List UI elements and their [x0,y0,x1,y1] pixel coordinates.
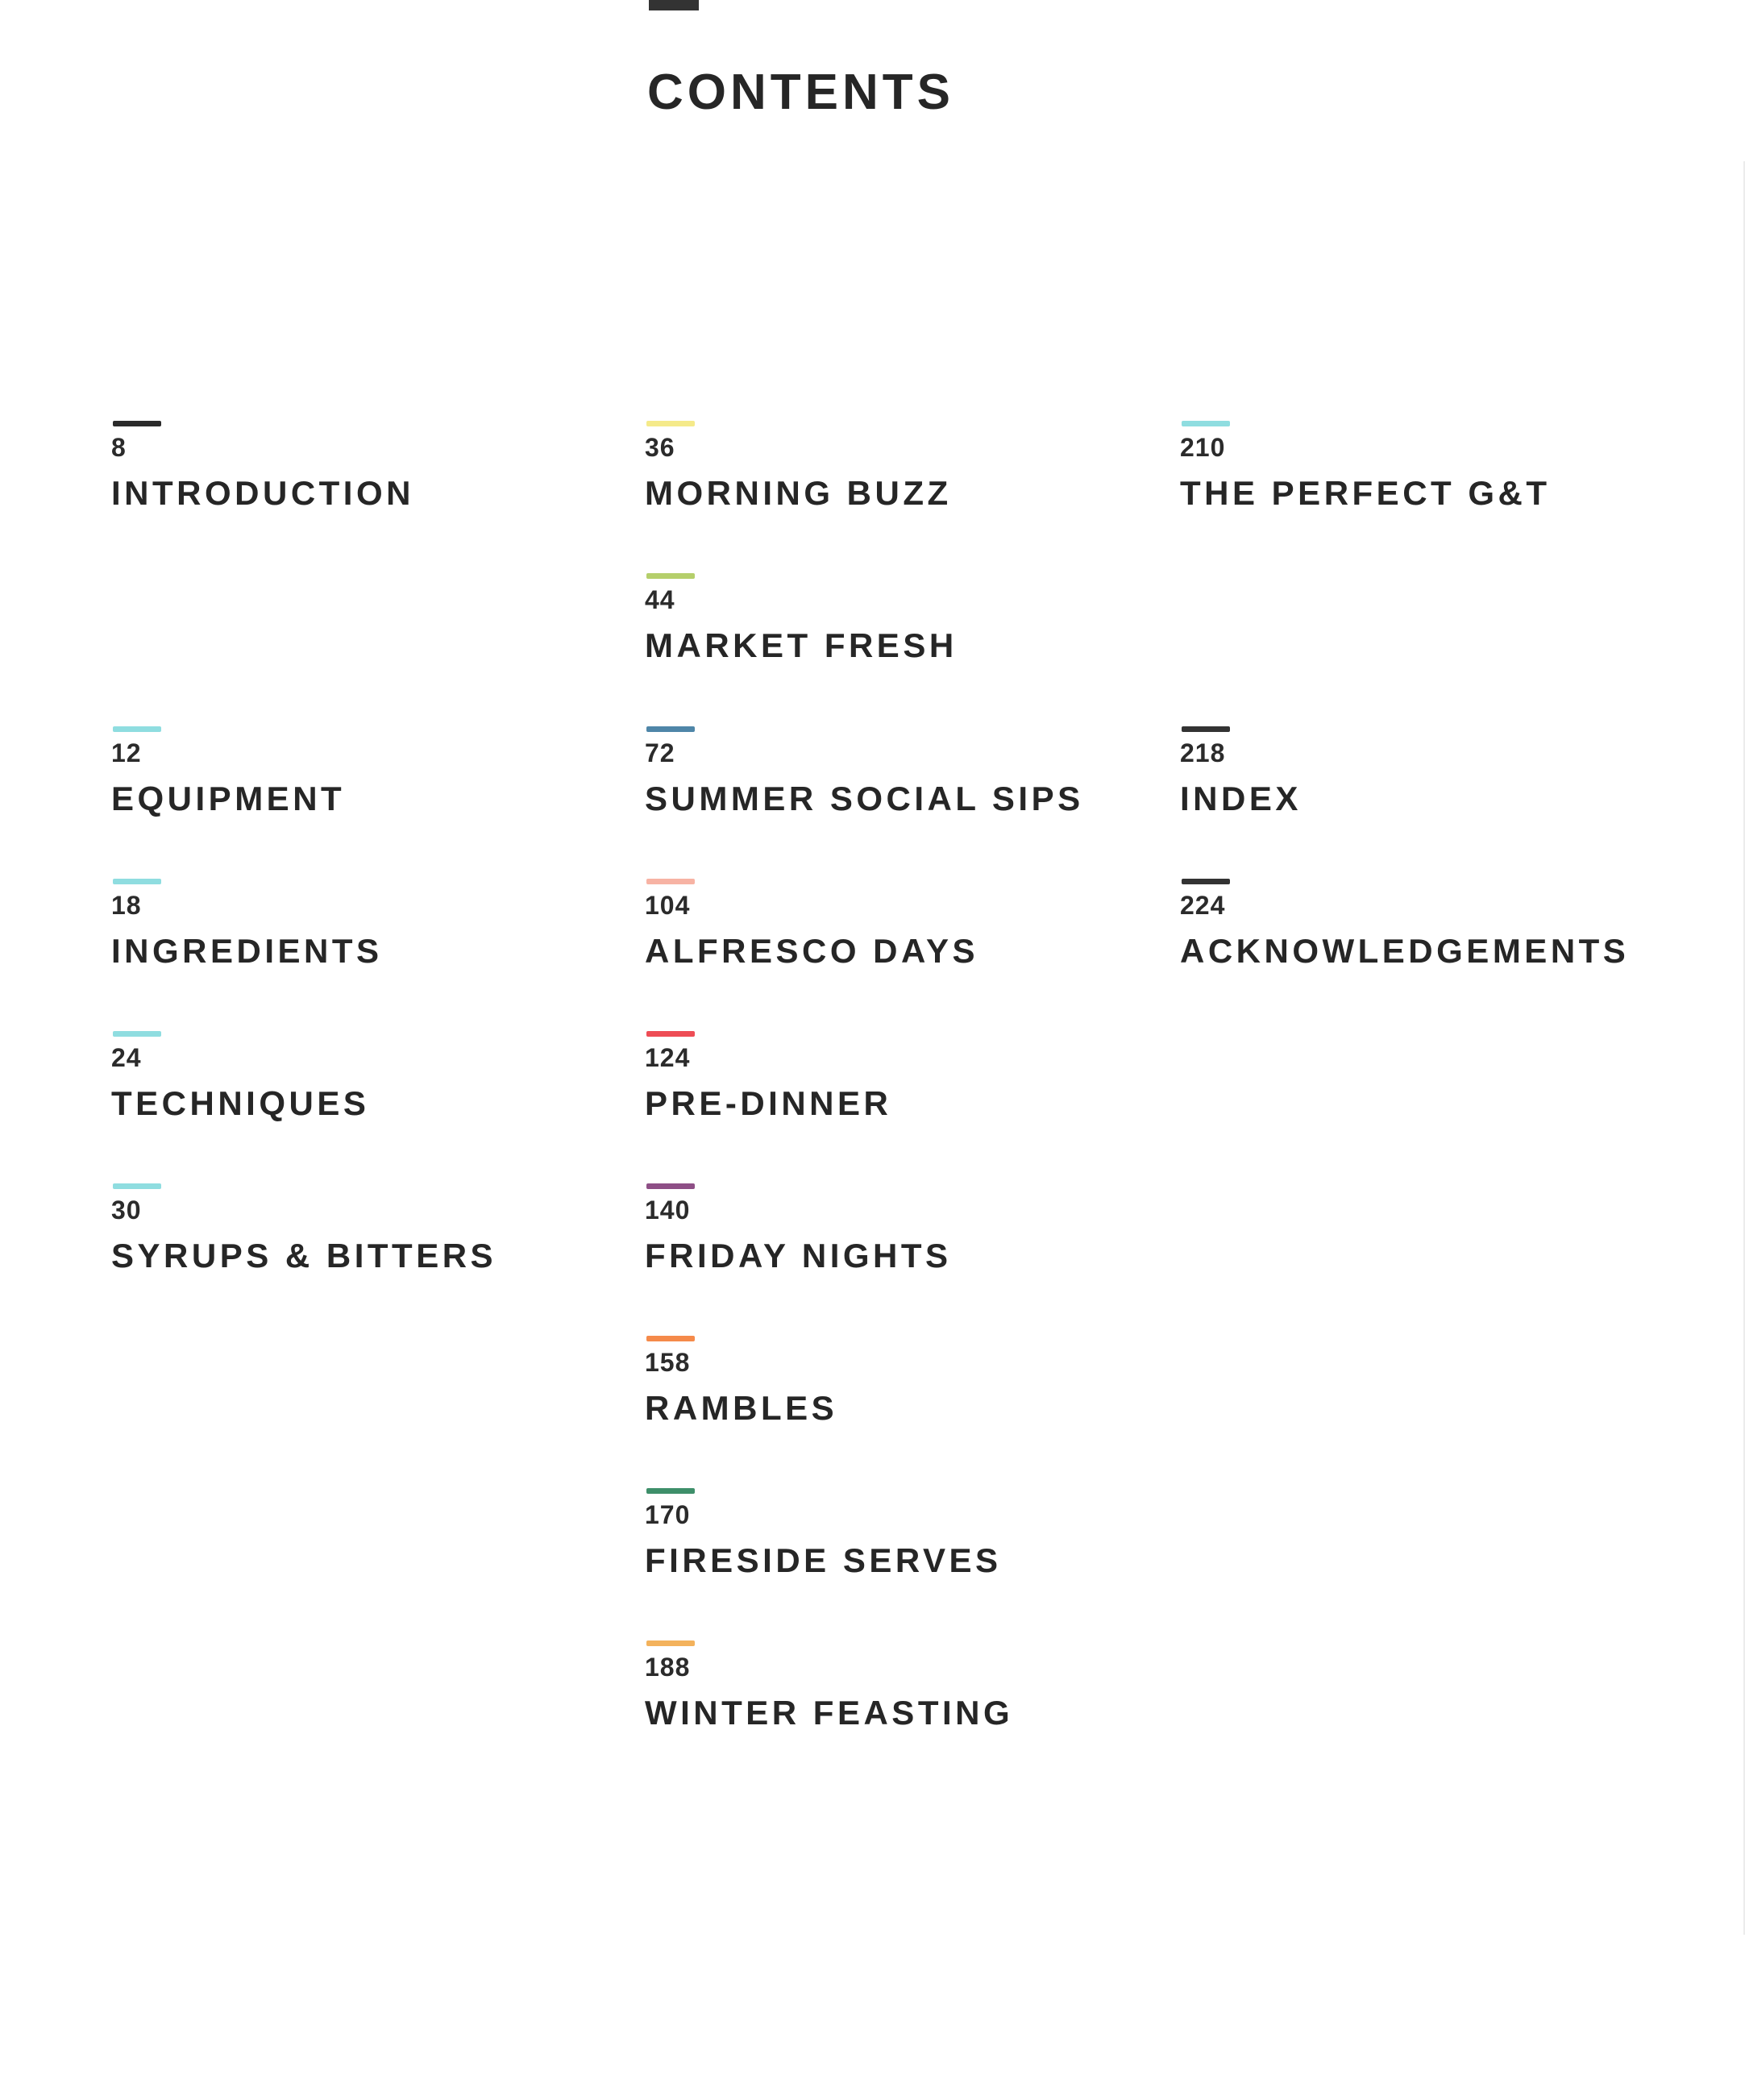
toc-entry-summer-social-sips[interactable] [645,726,1084,816]
page-number: 224 [1180,891,1226,920]
toc-entry-pre-dinner[interactable] [645,1031,891,1121]
toc-entry-morning-buzz[interactable] [645,421,952,510]
page-number: 72 [645,738,675,767]
section-color-bar [113,726,161,732]
section-title: INGREDIENTS [111,932,383,970]
page-title: CONTENTS [647,64,954,120]
section-title: EQUIPMENT [111,780,346,817]
section-color-bar [1182,421,1230,426]
toc-entry-friday-nights[interactable] [645,1183,952,1273]
page-number: 24 [111,1043,142,1072]
section-color-bar [646,879,695,884]
page-number: 36 [645,433,675,462]
section-title: PRE-DINNER [645,1084,892,1122]
section-color-bar [113,1183,161,1189]
header-mark [649,0,699,10]
section-title: RAMBLES [645,1389,838,1427]
page-number: 124 [645,1043,691,1072]
section-color-bar [1182,879,1230,884]
section-title: MARKET FRESH [645,626,958,664]
toc-entry-perfect-gt[interactable] [1180,421,1551,510]
section-title: SUMMER SOCIAL SIPS [645,780,1084,817]
section-color-bar [646,1640,695,1646]
toc-entry-introduction[interactable] [111,421,414,510]
section-color-bar [646,421,695,426]
section-color-bar [646,573,695,579]
page-number: 44 [645,585,675,614]
page-number: 18 [111,891,142,920]
section-color-bar [646,1183,695,1189]
page-number: 12 [111,738,142,767]
toc-entry-syrups-bitters[interactable] [111,1183,496,1273]
section-title: SYRUPS & BITTERS [111,1237,497,1275]
page-number: 104 [645,891,691,920]
section-color-bar [113,421,161,426]
page-number: 170 [645,1500,691,1529]
section-color-bar [646,726,695,732]
page-number: 210 [1180,433,1226,462]
toc-entry-equipment[interactable] [111,726,345,816]
section-color-bar [1182,726,1230,732]
toc-entry-index[interactable] [1180,726,1302,816]
section-title: ALFRESCO DAYS [645,932,979,970]
section-title: MORNING BUZZ [645,474,952,512]
toc-entry-market-fresh[interactable] [645,573,958,663]
toc-entry-ingredients[interactable] [111,879,383,968]
section-title: INTRODUCTION [111,474,414,512]
section-title: INDEX [1180,780,1302,817]
toc-entry-acknowledgements[interactable] [1180,879,1629,968]
toc-entry-fireside-serves[interactable] [645,1488,1002,1578]
toc-entry-rambles[interactable] [645,1336,837,1425]
section-title: FIRESIDE SERVES [645,1541,1002,1579]
section-title: FRIDAY NIGHTS [645,1237,952,1275]
section-title: THE PERFECT G&T [1180,474,1551,512]
section-title: WINTER FEASTING [645,1694,1014,1732]
page-number: 218 [1180,738,1226,767]
page-number: 8 [111,433,127,462]
page-number: 188 [645,1653,691,1682]
page-number: 30 [111,1196,142,1225]
section-title: ACKNOWLEDGEMENTS [1180,932,1630,970]
toc-entry-techniques[interactable] [111,1031,369,1121]
toc-entry-winter-feasting[interactable] [645,1640,1013,1730]
section-color-bar [646,1031,695,1037]
toc-entry-alfresco-days[interactable] [645,879,978,968]
section-color-bar [646,1488,695,1494]
section-color-bar [646,1336,695,1341]
page-number: 158 [645,1348,691,1377]
section-title: TECHNIQUES [111,1084,370,1122]
page-number: 140 [645,1196,691,1225]
section-color-bar [113,1031,161,1037]
section-color-bar [113,879,161,884]
